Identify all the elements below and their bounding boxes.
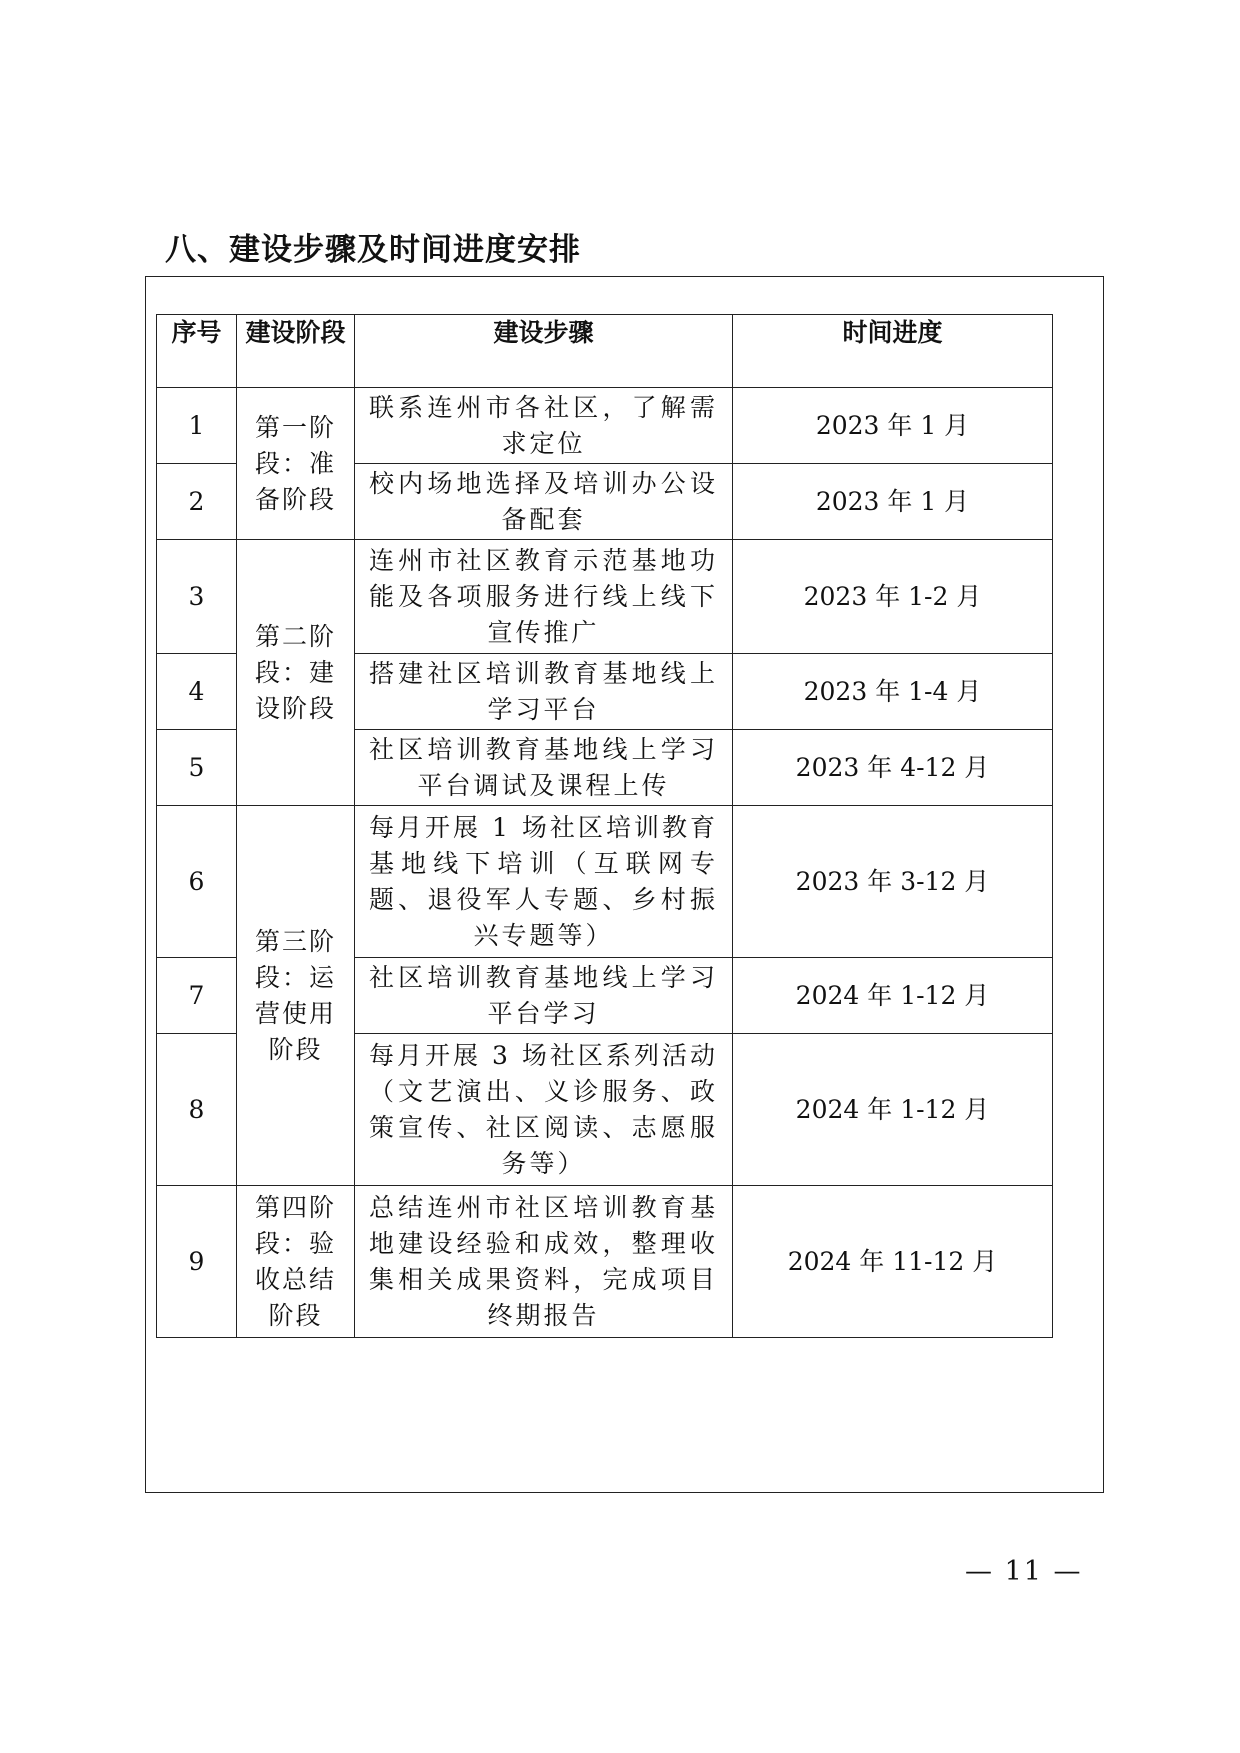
row-step: 连州市社区教育示范基地功能及各项服务进行线上线下宣传推广 <box>355 540 733 654</box>
row-no: 2 <box>157 464 237 540</box>
row-no: 9 <box>157 1186 237 1338</box>
schedule-table <box>156 314 1053 1338</box>
row-step: 校内场地选择及培训办公设备配套 <box>355 464 733 540</box>
stage-cell: 第四阶段：验收总结阶段 <box>237 1186 355 1338</box>
table-header-row <box>157 315 1053 388</box>
row-time: 2024 年 1-12 月 <box>733 1034 1053 1186</box>
table-row <box>157 806 1053 958</box>
table-row <box>157 388 1053 464</box>
row-step: 联系连州市各社区，了解需求定位 <box>355 388 733 464</box>
row-step: 社区培训教育基地线上学习平台调试及课程上传 <box>355 730 733 806</box>
stage-cell: 第二阶段：建设阶段 <box>237 540 355 806</box>
row-step: 搭建社区培训教育基地线上学习平台 <box>355 654 733 730</box>
row-time: 2023 年 1 月 <box>733 388 1053 464</box>
row-no: 6 <box>157 806 237 958</box>
table-row <box>157 540 1053 654</box>
header-no: 序号 <box>157 315 237 388</box>
row-no: 4 <box>157 654 237 730</box>
row-time: 2023 年 3-12 月 <box>733 806 1053 958</box>
stage-cell: 第三阶段：运营使用阶段 <box>237 806 355 1186</box>
row-no: 1 <box>157 388 237 464</box>
header-stage: 建设阶段 <box>237 315 355 388</box>
row-step: 社区培训教育基地线上学习平台学习 <box>355 958 733 1034</box>
row-step: 总结连州市社区培训教育基地建设经验和成效，整理收集相关成果资料，完成项目终期报告 <box>355 1186 733 1338</box>
header-step: 建设步骤 <box>355 315 733 388</box>
page-number: — 11 — <box>965 1556 1083 1587</box>
row-time: 2023 年 4-12 月 <box>733 730 1053 806</box>
table-row <box>157 1186 1053 1338</box>
row-time: 2024 年 11-12 月 <box>733 1186 1053 1338</box>
row-no: 8 <box>157 1034 237 1186</box>
row-step: 每月开展 1 场社区培训教育基地线下培训（互联网专题、退役军人专题、乡村振兴专题等） <box>355 806 733 958</box>
row-step: 每月开展 3 场社区系列活动（文艺演出、义诊服务、政策宣传、社区阅读、志愿服务等） <box>355 1034 733 1186</box>
row-time: 2023 年 1 月 <box>733 464 1053 540</box>
row-time: 2023 年 1-2 月 <box>733 540 1053 654</box>
row-no: 7 <box>157 958 237 1034</box>
row-time: 2023 年 1-4 月 <box>733 654 1053 730</box>
section-heading: 八、建设步骤及时间进度安排 <box>165 232 581 268</box>
row-no: 5 <box>157 730 237 806</box>
row-time: 2024 年 1-12 月 <box>733 958 1053 1034</box>
stage-cell: 第一阶段：准备阶段 <box>237 388 355 540</box>
row-no: 3 <box>157 540 237 654</box>
header-time: 时间进度 <box>733 315 1053 388</box>
